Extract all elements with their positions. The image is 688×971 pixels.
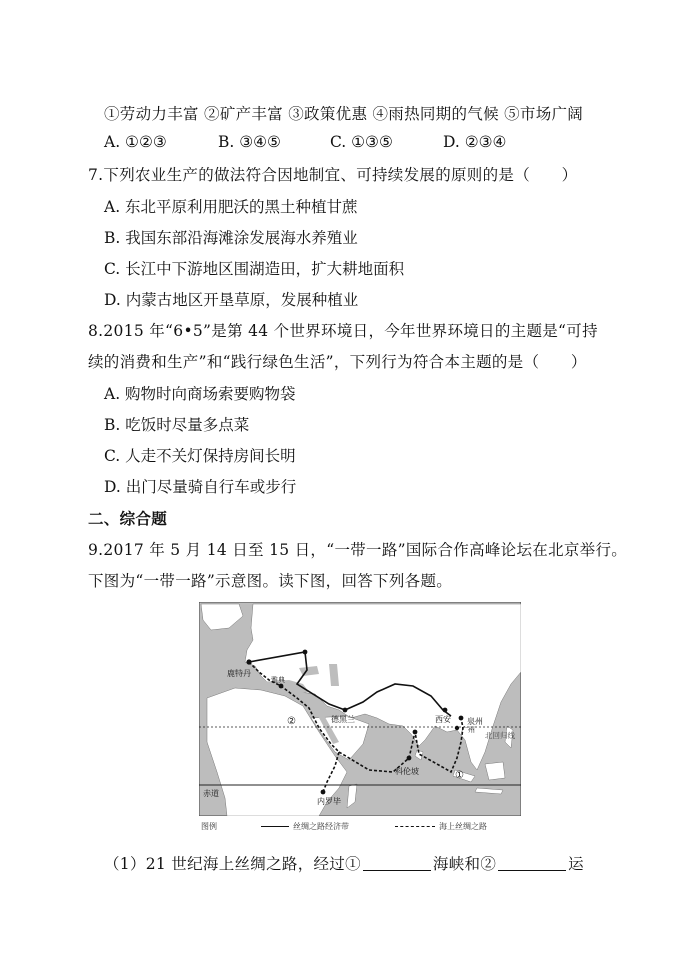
- city-dot-tehran: [343, 708, 348, 713]
- belt-road-map: [199, 602, 521, 816]
- q6-factors: ①劳动力丰富 ②矿产丰富 ③政策优惠 ④雨热同期的气候 ⑤市场广阔: [104, 105, 584, 123]
- legend-dashed-line-icon: [395, 826, 435, 827]
- label-xian: 西安: [435, 715, 451, 724]
- q8-stem-line2: 续的消费和生产”和“践行绿色生活”，下列行为符合本主题的是（ ）: [88, 353, 587, 371]
- q7-option-a[interactable]: A. 东北平原利用肥沃的黑土种植甘蔗: [104, 198, 358, 216]
- label-nairobi: 内罗毕: [317, 797, 341, 806]
- label-tehran: 德黑兰: [331, 715, 355, 724]
- label-colombo: 科伦坡: [395, 767, 419, 776]
- q8-stem-line1: 8.2015 年“6•5”是第 44 个世界环境日，今年世界环境日的主题是“可持: [88, 322, 598, 340]
- section-title: 二、综合题: [88, 509, 168, 528]
- q9-blank-2[interactable]: [498, 856, 566, 871]
- label-quanzhou: 泉州: [467, 717, 483, 726]
- q7-option-c[interactable]: C. 长江中下游地区围湖造田，扩大耕地面积: [104, 260, 405, 278]
- q8-option-b[interactable]: B. 吃饭时尽量多点菜: [104, 416, 250, 434]
- q6-option-d[interactable]: D. ②③④: [443, 133, 507, 151]
- city-dot-xian: [443, 708, 448, 713]
- city-dot-kolkata: [413, 730, 418, 735]
- q9-sub1: [104, 852, 584, 874]
- label-tropic: 北回归线: [485, 731, 515, 740]
- q8-option-c[interactable]: C. 人走不关灯保持房间长明: [104, 447, 296, 465]
- q6-option-a[interactable]: A. ①②③: [104, 133, 167, 151]
- label-rotterdam: 鹿特丹: [227, 669, 251, 678]
- legend-title: 图例: [201, 822, 217, 831]
- q9-stem-line2: 下图为“一带一路”示意图。读下图，回答下列各题。: [88, 572, 453, 590]
- q9-stem-line1: 9.2017 年 5 月 14 日至 15 日，“一带一路”国际合作高峰论坛在北京举行。: [88, 541, 628, 559]
- label-canal-2: ②: [287, 716, 296, 727]
- q6-option-b[interactable]: B. ③④⑤: [218, 133, 281, 151]
- label-athens: 雅典: [271, 676, 285, 684]
- q9-sub1-text-b: 海峡和②: [432, 855, 497, 873]
- q9-blank-1[interactable]: [363, 856, 431, 871]
- legend-land-route: 丝绸之路经济带: [293, 822, 349, 831]
- map-legend: [199, 818, 521, 834]
- city-dot-rotterdam: [246, 659, 251, 664]
- city-dot-athens: [279, 684, 284, 689]
- q6-option-c[interactable]: C. ①③⑤: [330, 133, 393, 151]
- city-dot-quanzhou: [459, 716, 464, 721]
- city-dot-nairobi: [321, 790, 326, 795]
- legend-solid-line-icon: [261, 826, 289, 827]
- q9-sub1-text-a: （1）21 世纪海上丝绸之路，经过①: [104, 855, 361, 873]
- q9-sub1-text-c: 运: [568, 855, 584, 873]
- label-equator: 赤道: [203, 789, 219, 798]
- legend-sea-route: 海上丝绸之路: [439, 822, 487, 831]
- label-strait-1: ①: [455, 770, 464, 781]
- city-dot-moscow: [303, 650, 308, 655]
- city-dot-colombo: [407, 756, 412, 761]
- label-guangzhou: 广州: [461, 726, 475, 734]
- q7-stem: 7.下列农业生产的做法符合因地制宜、可持续发展的原则的是（ ）: [88, 166, 578, 184]
- q8-option-a[interactable]: A. 购物时向商场索要购物袋: [104, 385, 296, 403]
- q7-option-b[interactable]: B. 我国东部沿海滩涂发展海水养殖业: [104, 229, 358, 247]
- q8-option-d[interactable]: D. 出门尽量骑自行车或步行: [104, 478, 297, 496]
- city-dot-guangzhou: [455, 726, 459, 730]
- q7-option-d[interactable]: D. 内蒙古地区开垦草原，发展种植业: [104, 291, 359, 309]
